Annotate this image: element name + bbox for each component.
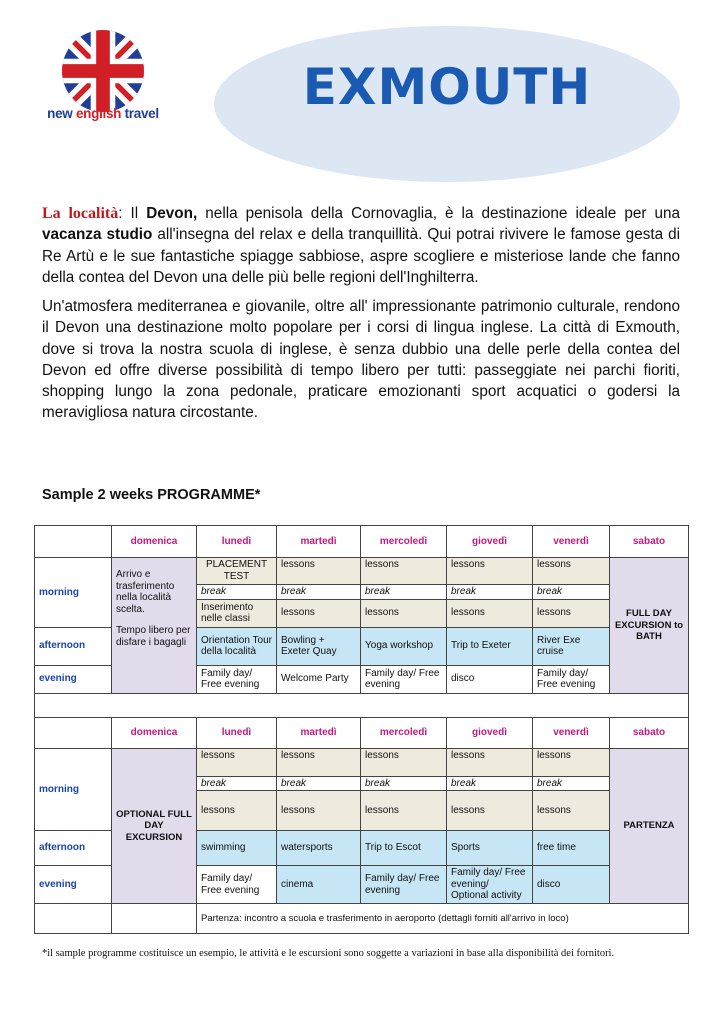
day-header: sabato: [610, 717, 689, 748]
day-header: giovedì: [447, 717, 533, 748]
schedule-cell: lessons: [533, 791, 610, 831]
empty-cell: [112, 904, 197, 934]
intro-paragraph-1: [42, 203, 680, 288]
page-title: EXMOUTH: [302, 58, 592, 116]
schedule-cell: lessons: [277, 791, 361, 831]
day-header: mercoledì: [361, 526, 447, 558]
schedule-cell: break: [277, 776, 361, 791]
schedule-cell: lessons: [277, 599, 361, 627]
saturday-cell: PARTENZA: [610, 748, 689, 904]
slot-label-afternoon: afternoon: [35, 831, 112, 866]
intro-text-a: : Il: [118, 205, 147, 222]
schedule-cell: break: [533, 585, 610, 600]
intro-text-c: all'insegna del relax e della tranquillità. Qui potrai rivivere le famose gesta di Re Artù e le sue fantastiche spiagge sabbiose, aspre scogliere e misteriose lande che fanno della contea del Devon una delle più belle regioni dell'Inghilterra.: [42, 226, 680, 286]
spacer-row: [35, 693, 689, 717]
schedule-cell: Family day/ Free evening: [361, 866, 447, 904]
schedule-cell: lessons: [361, 748, 447, 776]
table-row: [35, 748, 689, 776]
schedule-cell: lessons: [197, 748, 277, 776]
sunday-arrival: Arrivo e trasferimento nella località scelta.: [116, 569, 175, 615]
schedule-cell: Trip to Exeter: [447, 627, 533, 665]
day-header: lunedì: [197, 526, 277, 558]
day-header: domenica: [112, 717, 197, 748]
brand-logo: [38, 22, 168, 132]
schedule-cell: lessons: [447, 558, 533, 585]
intro-paragraph-2: Un'atmosfera mediterranea e giovanile, oltre all' impressionante patrimonio culturale, rendono il Devon una destinazione molto popolare per i corsi di lingua inglese. La città di Exmouth, dove si trova la nostra scuola di inglese, è senza dubbio una delle perle della contea del Devon ed offre diverse possibilità di tempo libero per tutti: passeggiate nei parchi fioriti, shopping lungo la zona pedonale, praticare emozionanti sport acquatici o godersi la meravigliosa natura circostante.: [42, 298, 680, 422]
programme-title: Sample 2 weeks PROGRAMME*: [42, 487, 261, 503]
schedule-cell: cinema: [277, 866, 361, 904]
schedule-cell: lessons: [533, 599, 610, 627]
day-header: venerdì: [533, 526, 610, 558]
schedule-cell: break: [197, 776, 277, 791]
empty-cell: [35, 904, 112, 934]
empty-header-cell: [35, 717, 112, 748]
schedule-cell: lessons: [533, 558, 610, 585]
location-label: La località: [42, 205, 119, 222]
day-header: martedì: [277, 526, 361, 558]
schedule-cell: Family day/ Free evening: [361, 665, 447, 693]
schedule-cell: Family day/ Free evening: [197, 866, 277, 904]
schedule-cell: break: [447, 776, 533, 791]
logo-word-english: english: [75, 106, 122, 121]
day-header: giovedì: [447, 526, 533, 558]
day-header: lunedì: [197, 717, 277, 748]
schedule-cell: Family day/ Free evening: [197, 665, 277, 693]
slot-label-morning: morning: [35, 558, 112, 628]
schedule-cell: lessons: [197, 791, 277, 831]
schedule-cell: Inserimento nelle classi: [197, 599, 277, 627]
sunday-cell: [112, 558, 197, 694]
schedule-cell: Family day/ Free evening: [533, 665, 610, 693]
schedule-cell: lessons: [361, 558, 447, 585]
departure-note: Partenza: incontro a scuola e trasferimento in aeroporto (dettagli forniti all'arrivo in loco): [197, 904, 689, 934]
schedule-cell: break: [361, 776, 447, 791]
programme-table: [34, 525, 689, 934]
schedule-cell: disco: [533, 866, 610, 904]
footnote: *il sample programme costituisce un esempio, le attività e le escursioni sono soggette a variazioni in base alla disponibilità dei fornitori.: [42, 948, 615, 959]
schedule-cell: break: [197, 585, 277, 600]
logo-wordmark: [38, 106, 168, 121]
slot-label-morning: morning: [35, 748, 112, 831]
schedule-cell: PLACEMENT TEST: [197, 558, 277, 585]
intro-vacanza: vacanza studio: [42, 226, 153, 244]
intro-devon: Devon,: [146, 205, 198, 222]
spacer-cell: [35, 693, 689, 717]
slot-label-evening: evening: [35, 665, 112, 693]
schedule-cell: swimming: [197, 831, 277, 866]
saturday-cell: FULL DAY EXCURSION to BATH: [610, 558, 689, 694]
empty-header-cell: [35, 526, 112, 558]
schedule-cell: Orientation Tour della località: [197, 627, 277, 665]
schedule-cell: break: [533, 776, 610, 791]
day-header: sabato: [610, 526, 689, 558]
schedule-cell: break: [361, 585, 447, 600]
schedule-cell: River Exe cruise: [533, 627, 610, 665]
schedule-cell: lessons: [447, 748, 533, 776]
sunday-freetime: Tempo libero per disfare i bagagli: [116, 625, 191, 648]
sunday-cell: OPTIONAL FULL DAY EXCURSION: [112, 748, 197, 904]
day-header: martedì: [277, 717, 361, 748]
schedule-cell: lessons: [447, 791, 533, 831]
schedule-cell: lessons: [447, 599, 533, 627]
schedule-cell: free time: [533, 831, 610, 866]
schedule-cell: Sports: [447, 831, 533, 866]
schedule-cell: lessons: [361, 599, 447, 627]
schedule-cell: Yoga workshop: [361, 627, 447, 665]
schedule-cell: break: [277, 585, 361, 600]
schedule-cell: lessons: [277, 558, 361, 585]
schedule-cell: disco: [447, 665, 533, 693]
schedule-cell: lessons: [361, 791, 447, 831]
day-header: venerdì: [533, 717, 610, 748]
schedule-cell: watersports: [277, 831, 361, 866]
logo-word-travel: travel: [124, 106, 159, 121]
table-row: [35, 558, 689, 585]
schedule-cell: lessons: [533, 748, 610, 776]
slot-label-evening: evening: [35, 866, 112, 904]
slot-label-afternoon: afternoon: [35, 627, 112, 665]
intro-text-b: nella penisola della Cornovaglia, è la destinazione ideale per una: [197, 205, 680, 222]
week2-header-row: [35, 717, 689, 748]
departure-row: [35, 904, 689, 934]
schedule-cell: Family day/ Free evening/ Optional activity: [447, 866, 533, 904]
week1-header-row: [35, 526, 689, 558]
day-header: domenica: [112, 526, 197, 558]
schedule-cell: break: [447, 585, 533, 600]
schedule-cell: Bowling + Exeter Quay: [277, 627, 361, 665]
day-header: mercoledì: [361, 717, 447, 748]
schedule-cell: Welcome Party: [277, 665, 361, 693]
schedule-cell: lessons: [277, 748, 361, 776]
logo-word-new: new: [47, 106, 73, 121]
schedule-cell: Trip to Escot: [361, 831, 447, 866]
union-jack-icon: [62, 30, 144, 112]
